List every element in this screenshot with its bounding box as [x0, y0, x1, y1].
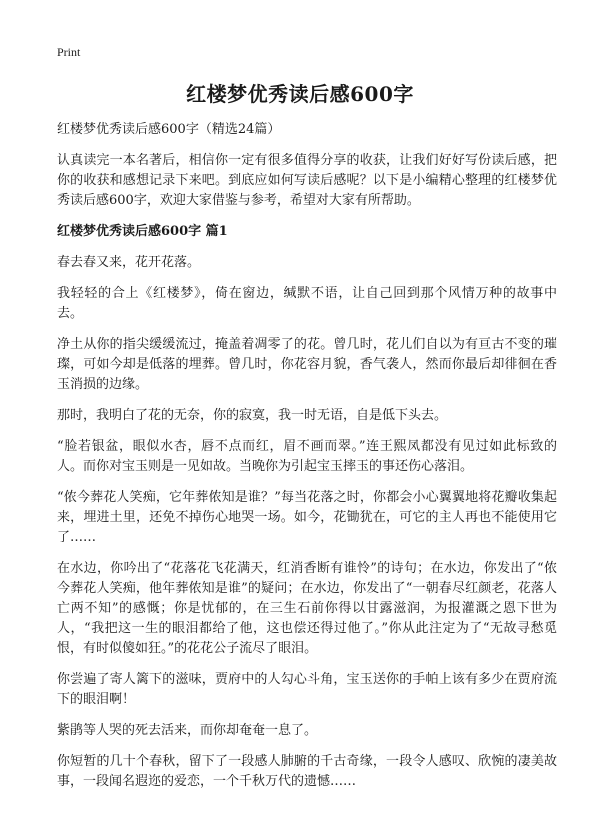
body-paragraph: 那时，我明白了花的无奈，你的寂寞，我一时无语，自是低下头去。: [57, 408, 448, 423]
body-paragraph: “脸若银盆，眼似水杏，唇不点而红，眉不画而翠。”连王熙凤都没有见过如此标致的人。而你对宝玉则是一见如故。当晚你为引起宝玉摔玉的事还伤心落泪。: [57, 439, 557, 474]
body-paragraph: 在水边，你吟出了“花落花飞花满天，红消香断有谁怜”的诗句；在水边，你发出了“侬今葬花人笑痴，他年葬侬知是谁”的疑问；在水边，你发出了“一朝春尽红颜老，花落人亡两不知”的感慨；你是忧郁的，在三生石前你得以甘露滋润，为报灌溉之恩下世为人，“我把这一生的眼泪都给了他，这也偿还得过他了。”你从此注定为了“无故寻愁觅恨，有时似傻如狂。”的花花公子流尽了眼泪。: [57, 561, 557, 656]
body-paragraph: 春去春又来，花开花落。: [57, 255, 201, 270]
page-title: 红楼梦优秀读后感600字: [186, 82, 414, 106]
body-paragraph: 你短暂的几十个春秋，留下了一段感人肺腑的千古奇缘，一段令人感叹、欣惋的凄美故事，一段闻名遐迩的爱恋，一个千秋万代的遗憾……: [57, 754, 557, 789]
body-paragraph: 我轻轻的合上《红楼梦》，倚在窗边，缄默不语，让自己回到那个风情万种的故事中去。: [57, 286, 557, 321]
body-paragraph: 紫鹃等人哭的死去活来，而你却奄奄一息了。: [57, 723, 318, 738]
section-heading: 红楼梦优秀读后感600字 篇1: [57, 224, 228, 239]
article-body: [57, 120, 557, 803]
print-link[interactable]: Print: [57, 45, 81, 59]
body-paragraph: 你尝遍了寄人篱下的滋味，贾府中的人勾心斗角，宝玉送你的手帕上该有多少在贾府流下的眼泪啊！: [57, 672, 557, 707]
article-subtitle: 红楼梦优秀读后感600字（精选24篇）: [57, 122, 281, 137]
body-paragraph: 净土从你的指尖缓缓流过，掩盖着凋零了的花。曾几时，花儿们自以为有亘古不变的璀璨，可如今却是低落的埋葬。曾几时，你花容月貌，香气袭人，然而你最后却徘徊在香玉消损的边缘。: [57, 337, 557, 392]
body-paragraph: “侬今葬花人笑痴，它年葬侬知是谁？”每当花落之时，你都会小心翼翼地将花瓣收集起来，埋进土里，还免不掉伤心地哭一场。如今，花锄犹在，可它的主人再也不能使用它了……: [57, 490, 557, 545]
intro-paragraph: 认真读完一本名著后，相信你一定有很多值得分享的收获，让我们好好写份读后感，把你的收获和感想记录下来吧。到底应如何写读后感呢？以下是小编精心整理的红楼梦优秀读后感600字，欢迎大家借鉴与参考，希望对大家有所帮助。: [57, 153, 557, 208]
